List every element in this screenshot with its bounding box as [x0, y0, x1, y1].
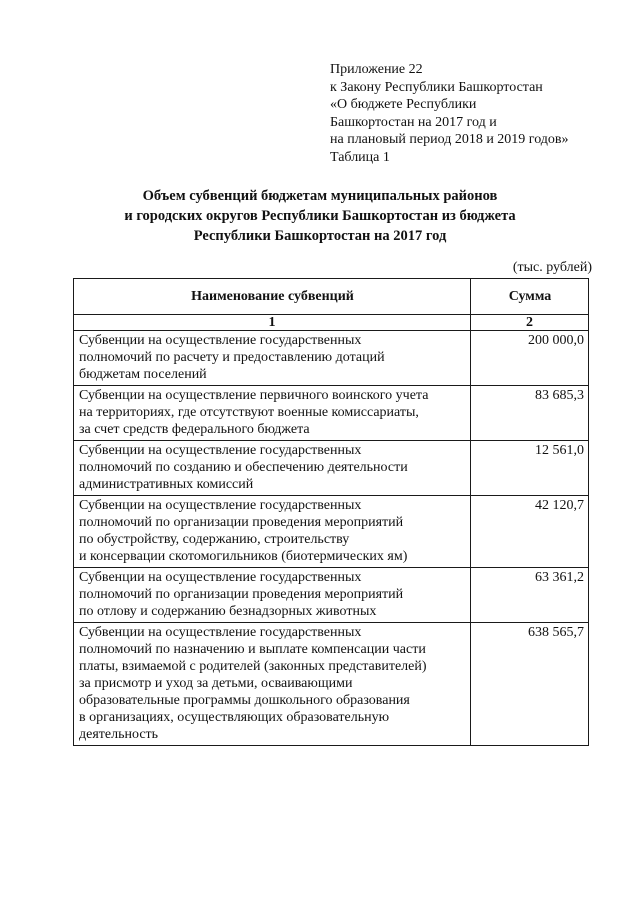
subvention-name-line: полномочий по расчету и предоставлению дотаций [79, 350, 385, 365]
header-name: Наименование субвенций [74, 279, 471, 315]
title-line: Республики Башкортостан на 2017 год [193, 228, 447, 244]
subvention-name-line: образовательные программы дошкольного образования [79, 693, 410, 708]
document-title [60, 186, 580, 246]
subvention-name-line: на территориях, где отсутствуют военные комиссариаты, [79, 405, 419, 420]
subvention-name-line: полномочий по созданию и обеспечению деятельности [79, 460, 408, 475]
table-row [74, 623, 589, 746]
title-line: и городских округов Республики Башкортостан из бюджета [124, 208, 516, 224]
subvention-name-line: полномочий по организации проведения мероприятий [79, 515, 404, 530]
appendix-line: Башкортостан на 2017 год и [330, 114, 497, 130]
table-number: Таблица 1 [330, 149, 390, 165]
subvention-name-line: за счет средств федерального бюджета [79, 422, 310, 437]
subvention-name-line: Субвенции на осуществление государственных [79, 333, 362, 348]
subvention-name-line: платы, взимаемой с родителей (законных представителей) [79, 659, 427, 674]
subvention-sum: 638 565,7 [471, 623, 589, 746]
subvention-name [74, 568, 471, 623]
appendix-line: на плановый период 2018 и 2019 годов» [330, 132, 569, 147]
title-line: Объем субвенций бюджетам муниципальных районов [142, 188, 498, 204]
subvention-name [74, 441, 471, 496]
subvention-name-line: административных комиссий [79, 477, 254, 492]
column-numbers-row [74, 315, 589, 331]
appendix-line: к Закону Республики Башкортостан [330, 79, 543, 95]
subvention-name-line: по обустройству, содержанию, строительству [79, 532, 350, 547]
subvention-name-line: Субвенции на осуществление государственных [79, 570, 362, 585]
column-number-name: 1 [74, 315, 471, 331]
subvention-name [74, 331, 471, 386]
appendix-block [330, 61, 630, 166]
subvention-sum: 200 000,0 [471, 331, 589, 386]
column-number-sum: 2 [471, 315, 589, 331]
subvention-sum: 63 361,2 [471, 568, 589, 623]
appendix-line: Приложение 22 [330, 62, 423, 77]
subvention-sum: 42 120,7 [471, 496, 589, 568]
subvention-name-line: по отлову и содержанию безнадзорных животных [79, 604, 377, 619]
subvention-sum: 83 685,3 [471, 386, 589, 441]
subvention-name-line: за присмотр и уход за детьми, осваивающими [79, 676, 353, 691]
table-row [74, 386, 589, 441]
subvention-name-line: Субвенции на осуществление первичного воинского учета [79, 388, 429, 403]
subvention-name-line: полномочий по назначению и выплате компенсации части [79, 642, 426, 657]
subvention-name [74, 496, 471, 568]
subventions-table [73, 278, 589, 746]
subvention-name [74, 623, 471, 746]
subvention-name-line: в организациях, осуществляющих образовательную [79, 710, 390, 725]
subvention-name-line: и консервации скотомогильников (биотермических ям) [79, 549, 408, 564]
table-row [74, 331, 589, 386]
subvention-name-line: Субвенции на осуществление государственных [79, 443, 362, 458]
table-row [74, 568, 589, 623]
table-row [74, 441, 589, 496]
subvention-sum: 12 561,0 [471, 441, 589, 496]
subvention-name-line: бюджетам поселений [79, 367, 207, 382]
header-sum: Сумма [471, 279, 589, 315]
subvention-name-line: полномочий по организации проведения мероприятий [79, 587, 404, 602]
subvention-name-line: Субвенции на осуществление государственных [79, 625, 362, 640]
subvention-name-line: деятельность [79, 727, 159, 742]
subvention-name [74, 386, 471, 441]
table-header-row [74, 279, 589, 315]
subvention-name-line: Субвенции на осуществление государственных [79, 498, 362, 513]
units-label: (тыс. рублей) [512, 260, 592, 275]
appendix-line: «О бюджете Республики [330, 97, 477, 112]
table-row [74, 496, 589, 568]
